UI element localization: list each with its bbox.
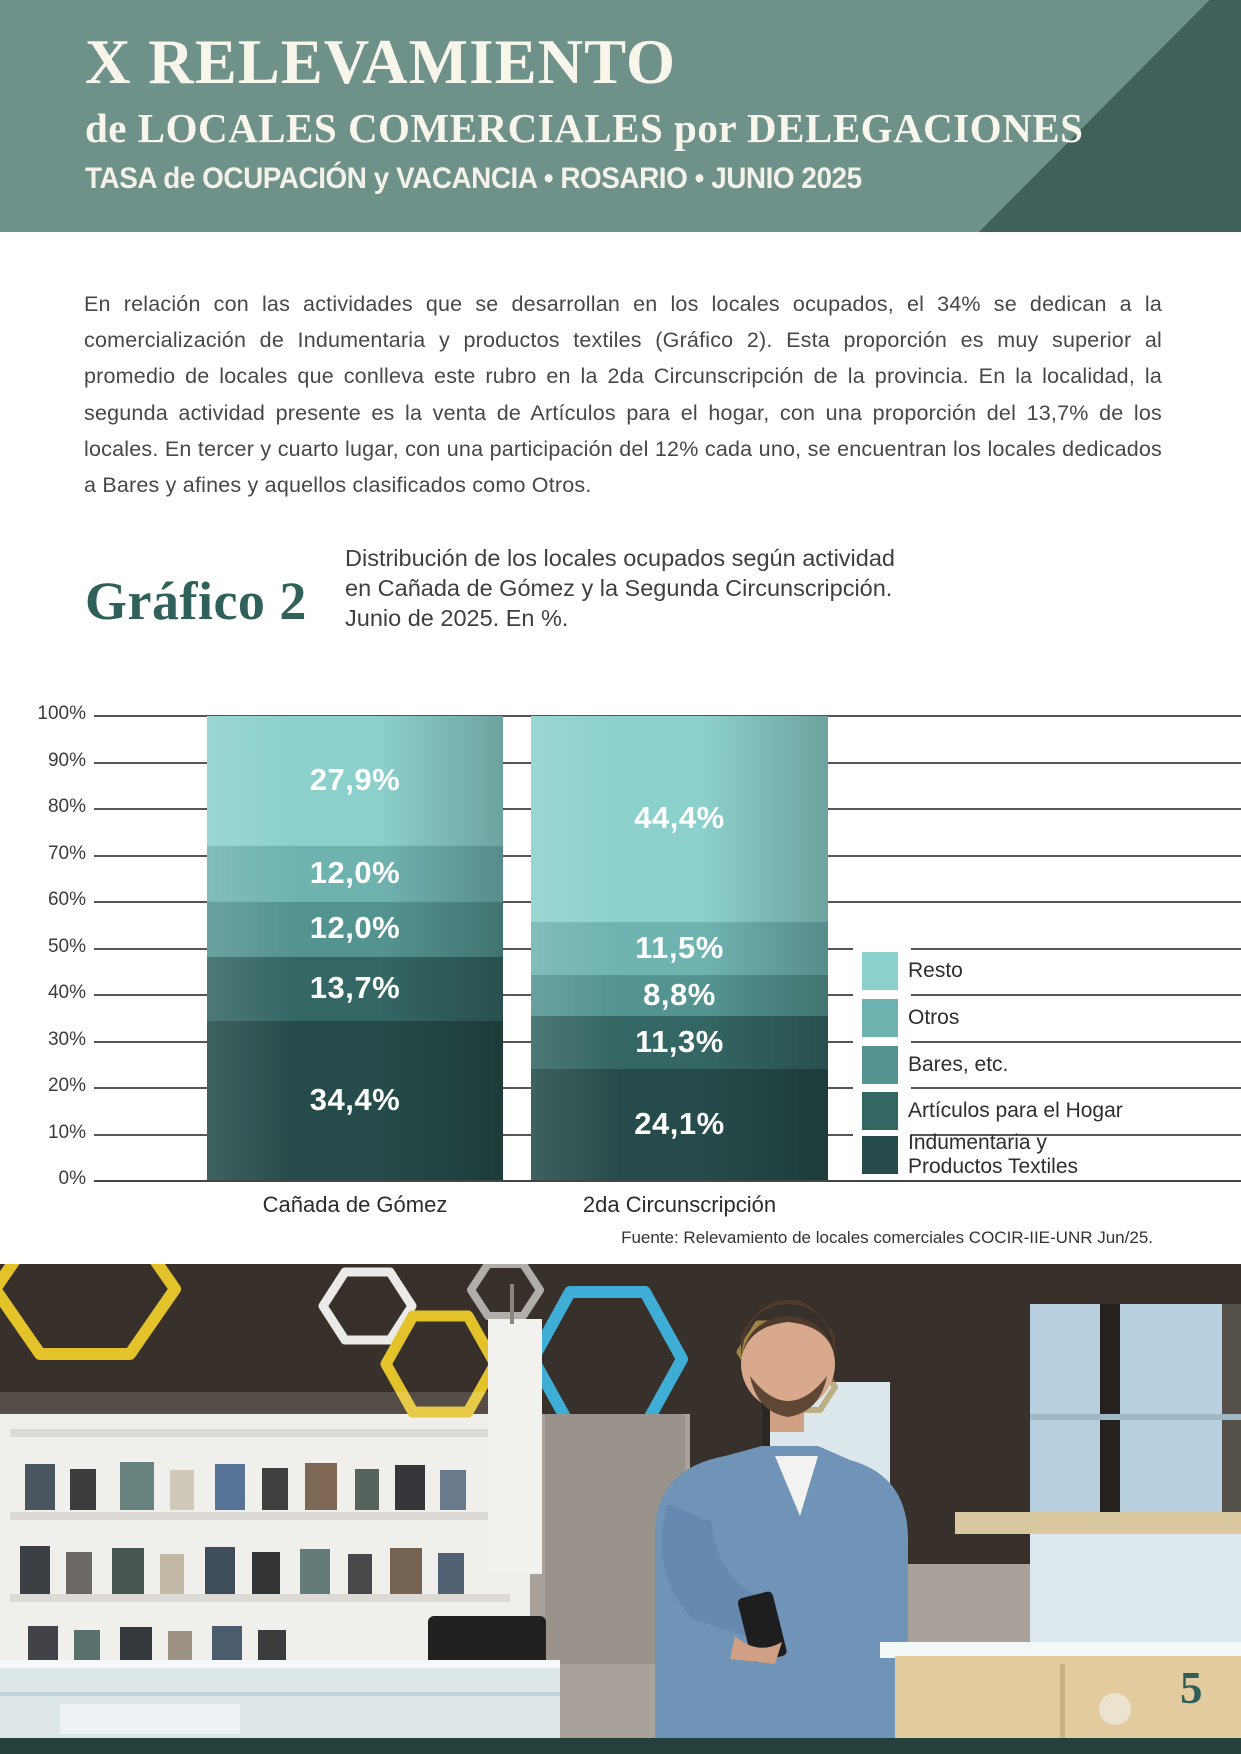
wood-beam [955,1512,1241,1534]
y-tick-label: 80% [47,796,86,817]
bar-value-label: 11,5% [635,929,724,965]
bar-value-label: 34,4% [309,1082,401,1118]
legend-label-line: Artículos para el Hogar [908,1099,1123,1122]
y-tick-label: 60% [47,889,86,910]
bar-value-label: 44,4% [634,799,725,835]
bar-value-label: 8,8% [643,976,716,1012]
photo-bottom-strip [0,1738,1241,1754]
legend-label-line: Bares, etc. [908,1053,1009,1076]
y-tick-label: 100% [37,703,86,724]
chart-subtitle-line1: Distribución de los locales ocupados según actividad [345,545,895,571]
hanging-sign [488,1319,542,1574]
legend-swatch [862,1092,898,1130]
legend-label-line: Indumentaria y [908,1131,1047,1154]
bar-value-label: 12,0% [309,854,401,890]
legend-label [908,1006,959,1030]
y-tick-label: 20% [47,1075,86,1096]
page-number: 5 [1180,1663,1203,1713]
report-title: X RELEVAMIENTO [85,27,677,97]
chart-source-note: Fuente: Relevamiento de locales comerciales COCIR-IIE-UNR Jun/25. [621,1228,1153,1247]
legend-swatch [862,952,898,990]
report-subtitle: de LOCALES COMERCIALES por DELEGACIONES [85,105,1084,151]
category-label: Cañada de Gómez [262,1192,448,1217]
lower-window [1030,1534,1241,1654]
chart-subtitle-line2: en Cañada de Gómez y la Segunda Circunscripción. [345,575,893,601]
bar-value-label: 12,0% [309,910,401,946]
intro-paragraph: En relación con las actividades que se desarrollan en los locales ocupados, el 34% se dedican a la comercialización de Indumentaria y productos textiles (Gráfico 2). Esta proporción es muy superior al promedio de locales que conlleva este rubro en la 2da Circunscripción de la provincia. En la localidad, la segunda actividad presente es la venta de Artículos para el hogar, con una proporción del 13,7% de los locales. En tercer y cuarto lugar, con una participación del 12% cada uno, se encuentran los locales dedicados a Bares y afines y aquellos clasificados como Otros. [84,292,1162,498]
legend-label-line: Productos Textiles [908,1155,1079,1178]
chart-subtitle-line3: Junio de 2025. En %. [345,605,569,631]
legend-label-line: Resto [908,959,963,982]
y-tick-label: 10% [47,1122,86,1143]
x-axis-line [94,1180,1241,1182]
y-tick-label: 70% [47,843,86,864]
bar-value-label: 24,1% [634,1105,725,1141]
bar-value-label: 11,3% [635,1023,724,1059]
y-tick-label: 90% [47,750,86,771]
legend-label [908,959,963,983]
legend-label [908,1053,1008,1077]
y-tick-label: 40% [47,982,86,1003]
y-tick-label: 30% [47,1029,86,1050]
legend-swatch [862,1136,898,1174]
category-label: 2da Circunscripción [582,1192,777,1217]
store-photo-illustration [0,1264,1241,1754]
legend-swatch [862,999,898,1037]
legend-label [908,1131,1078,1179]
y-tick-label: 0% [58,1168,86,1189]
bar-value-label: 13,7% [309,970,401,1006]
report-tagline: TASA de OCUPACIÓN y VACANCIA • ROSARIO • JUNIO 2025 [85,162,862,195]
legend-label [908,1099,1123,1123]
legend-swatch [862,1046,898,1084]
chart-label: Gráfico 2 [85,571,307,631]
bar-value-label: 27,9% [309,761,401,797]
window-bar [1030,1414,1241,1420]
legend-label-line: Otros [908,1006,960,1029]
sign-cable [510,1284,514,1324]
y-tick-label: 50% [47,936,86,957]
